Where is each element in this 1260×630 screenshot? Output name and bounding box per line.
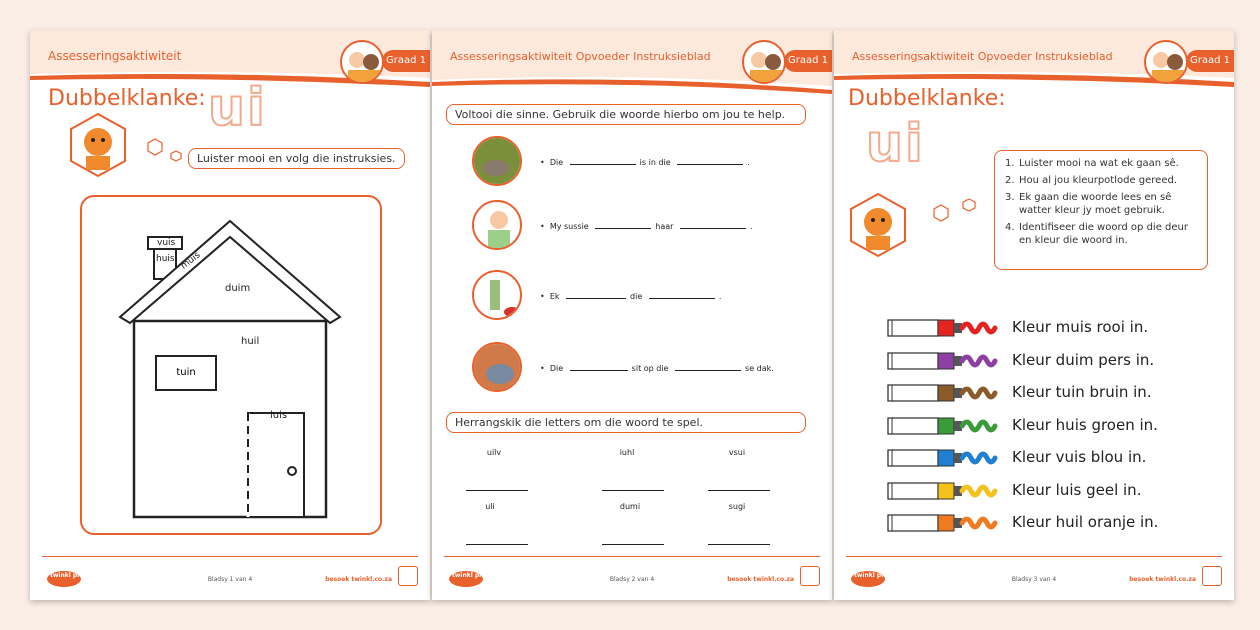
children-avatar-icon <box>1144 40 1188 84</box>
paint-row <box>886 413 1186 439</box>
paint-instruction: Kleur muis rooi in. <box>1012 318 1149 336</box>
paint-instruction: Kleur huis groen in. <box>1012 415 1158 434</box>
paint-tube-icon <box>886 348 1008 374</box>
digraph-heading: ui <box>866 114 925 174</box>
girl-picture-icon <box>472 200 522 250</box>
steps-box <box>994 150 1208 270</box>
pigeon-picture-icon <box>472 342 522 392</box>
paint-instruction: Kleur tuin bruin in. <box>1012 383 1152 401</box>
paint-instruction: Kleur luis geel in. <box>1012 480 1142 499</box>
scrambled-word: uilv <box>486 448 502 457</box>
word-huis: huis <box>156 254 175 264</box>
answer-line[interactable] <box>602 490 664 491</box>
paint-tube-icon <box>886 510 1008 536</box>
paint-instruction: Kleur duim pers in. <box>1012 350 1155 369</box>
page-number: Bladsy 2 van 4 <box>609 576 655 583</box>
blank-field[interactable] <box>675 370 741 371</box>
house-drawing <box>80 195 382 535</box>
answer-line[interactable] <box>466 490 528 491</box>
step-item: 4. Identifiseer die woord op die deur en kleur die woord in. <box>1005 222 1188 246</box>
answer-line[interactable] <box>708 490 770 491</box>
scrambled-word: uli <box>485 502 495 511</box>
step-item: 3. Ek gaan die woorde lees en sê watter kleur jy moet gebruik. <box>1005 192 1172 216</box>
grade-badge: Graad 1 <box>1186 50 1234 72</box>
grade-badge: Graad 1 <box>382 50 430 72</box>
paint-row <box>886 445 1186 471</box>
grade-badge: Graad 1 <box>784 50 832 72</box>
step-item: 1. Luister mooi na wat ek gaan sê. <box>1005 158 1179 169</box>
paint-tube-icon <box>886 445 1008 471</box>
paint-tube-icon <box>886 380 1008 406</box>
page-number: Bladsy 3 van 4 <box>1011 576 1057 583</box>
page-footer <box>432 550 832 600</box>
section-heading-scramble: Herrangskik die letters om die woord te spel. <box>446 412 806 433</box>
instruction-box: Luister mooi en volg die instruksies. <box>188 148 405 169</box>
paint-row <box>886 510 1186 536</box>
stamp-icon <box>398 566 418 586</box>
word-huil: huil <box>241 336 260 347</box>
worksheet-page-2 <box>432 30 832 600</box>
blank-field[interactable] <box>566 298 626 299</box>
tiger-mascot-icon <box>848 192 908 258</box>
bubble-icon <box>962 198 976 212</box>
paint-tube-icon <box>886 413 1008 439</box>
sentence-2: • My sussie haar . <box>540 222 753 231</box>
blank-field[interactable] <box>570 370 628 371</box>
stamp-icon <box>1202 566 1222 586</box>
scrambled-word: dumi <box>619 502 641 511</box>
page-footer <box>834 550 1234 600</box>
scrambled-word: iuhl <box>619 448 635 457</box>
site-link[interactable]: besoek twinkl.co.za <box>1129 576 1196 583</box>
scrambled-word: vsui <box>728 448 746 457</box>
blank-field[interactable] <box>649 298 715 299</box>
page-number: Bladsy 1 van 4 <box>207 576 253 583</box>
paint-row <box>886 478 1186 504</box>
blank-field[interactable] <box>680 228 746 229</box>
paint-instruction: Kleur vuis blou in. <box>1012 448 1147 466</box>
word-tuin: tuin <box>155 355 217 391</box>
step-item: 2. Hou al jou kleurpotlode gereed. <box>1005 175 1178 186</box>
bubble-icon <box>932 204 950 222</box>
vacuum-picture-icon <box>472 270 522 320</box>
site-link[interactable]: besoek twinkl.co.za <box>325 576 392 583</box>
header-title: Assesseringsaktiwiteit <box>48 49 182 63</box>
paint-instruction: Kleur huil oranje in. <box>1012 513 1159 531</box>
paint-row <box>886 348 1186 374</box>
digraph-heading: ui <box>208 78 267 138</box>
answer-line[interactable] <box>708 544 770 545</box>
page-footer <box>30 550 430 600</box>
word-vuis: vuis <box>157 238 176 248</box>
brand-label: twinkl phonics <box>50 572 100 579</box>
paint-tube-icon <box>886 478 1008 504</box>
section-heading-sentences: Voltooi die sinne. Gebruik die woorde hierbo om jou te help. <box>446 104 806 125</box>
header-title: Assesseringsaktiwiteit Opvoeder Instruksieblad <box>450 50 711 63</box>
sentence-4: • Die sit op die se dak. <box>540 364 774 373</box>
answer-line[interactable] <box>466 544 528 545</box>
word-muis: muis <box>179 250 203 272</box>
bubble-icon <box>146 138 164 156</box>
page-title: Dubbelklanke: <box>848 86 1006 111</box>
word-luis: luis <box>270 410 288 421</box>
scrambled-word: sugi <box>728 502 746 511</box>
worksheet-page-3 <box>834 30 1234 600</box>
header-title: Assesseringsaktiwiteit Opvoeder Instruksieblad <box>852 50 1113 63</box>
sentence-3: • Ek die . <box>540 292 722 301</box>
page-title: Dubbelklanke: <box>48 86 206 111</box>
blank-field[interactable] <box>570 164 636 165</box>
blank-field[interactable] <box>677 164 743 165</box>
tiger-mascot-icon <box>68 112 128 178</box>
brand-label: twinkl phonics <box>452 572 502 579</box>
paint-row <box>886 315 1186 341</box>
children-avatar-icon <box>340 40 384 84</box>
bubble-icon <box>170 150 182 162</box>
word-duim: duim <box>225 283 251 294</box>
site-link[interactable]: besoek twinkl.co.za <box>727 576 794 583</box>
paint-row <box>886 380 1186 406</box>
blank-field[interactable] <box>595 228 651 229</box>
children-avatar-icon <box>742 40 786 84</box>
sentence-1: • Die is in die . <box>540 158 750 167</box>
brand-label: twinkl phonics <box>854 572 904 579</box>
worksheet-page-1 <box>30 30 430 600</box>
answer-line[interactable] <box>602 544 664 545</box>
paint-tube-icon <box>886 315 1008 341</box>
rat-picture-icon <box>472 136 522 186</box>
stamp-icon <box>800 566 820 586</box>
